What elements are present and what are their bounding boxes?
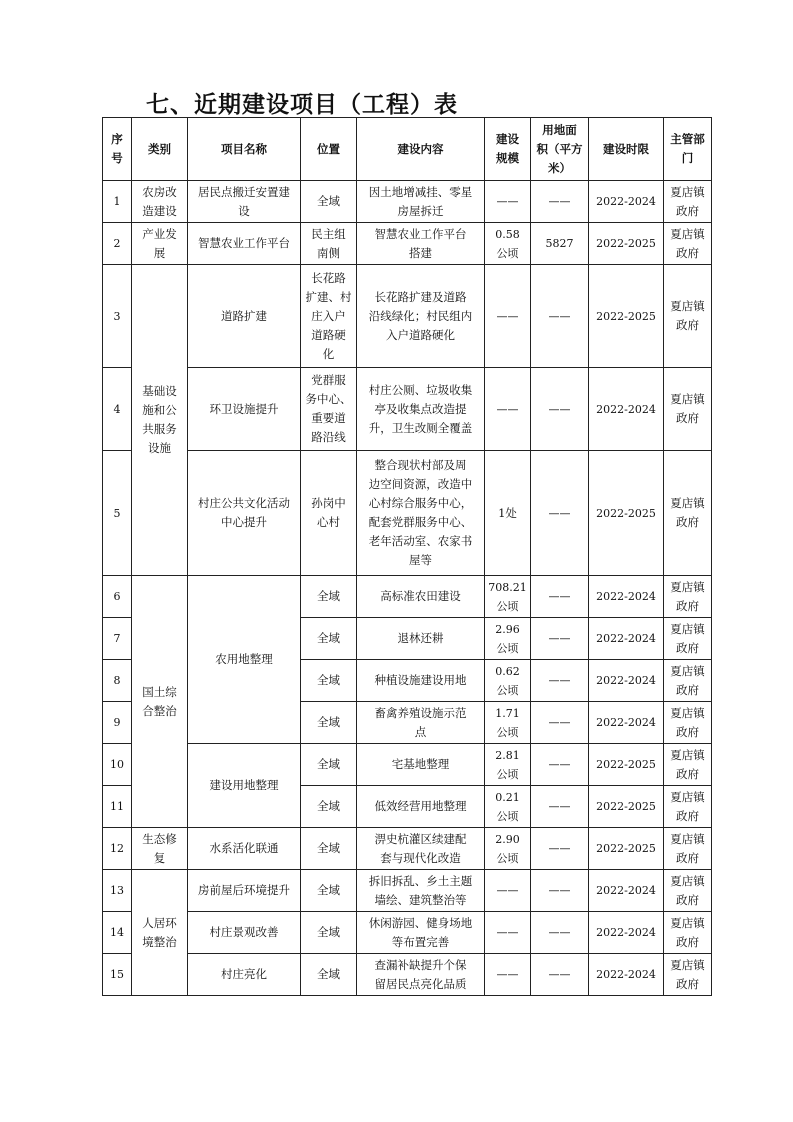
cell-content: 畜禽养殖设施示范 点	[357, 702, 485, 744]
cell-content: 智慧农业工作平台 搭建	[357, 223, 485, 265]
cell-project-name: 房前屋后环境提升	[188, 870, 301, 912]
cell-department: 夏店镇 政府	[664, 660, 712, 702]
cell-location: 全域	[301, 702, 357, 744]
cell-location: 全域	[301, 786, 357, 828]
table-row	[103, 954, 712, 996]
cell-scale: 0.58 公顷	[485, 223, 531, 265]
cell-land-area: ——	[531, 181, 589, 223]
cell-department: 夏店镇 政府	[664, 702, 712, 744]
cell-project-name: 建设用地整理	[188, 744, 301, 828]
cell-no: 1	[103, 181, 132, 223]
cell-land-area: ——	[531, 828, 589, 870]
cell-land-area: ——	[531, 265, 589, 368]
cell-period: 2022-2024	[589, 181, 664, 223]
cell-project-name: 村庄亮化	[188, 954, 301, 996]
cell-period: 2022-2025	[589, 744, 664, 786]
cell-no: 2	[103, 223, 132, 265]
cell-period: 2022-2025	[589, 786, 664, 828]
cell-content: 宅基地整理	[357, 744, 485, 786]
cell-period: 2022-2024	[589, 660, 664, 702]
header-location: 位置	[301, 118, 357, 181]
project-table	[102, 117, 712, 996]
cell-content: 休闲游园、健身场地 等布置完善	[357, 912, 485, 954]
cell-land-area: ——	[531, 744, 589, 786]
cell-scale: ——	[485, 954, 531, 996]
cell-department: 夏店镇 政府	[664, 744, 712, 786]
cell-land-area: ——	[531, 660, 589, 702]
cell-category: 产业发 展	[132, 223, 188, 265]
cell-content: 低效经营用地整理	[357, 786, 485, 828]
cell-department: 夏店镇 政府	[664, 265, 712, 368]
cell-department: 夏店镇 政府	[664, 223, 712, 265]
header-category: 类别	[132, 118, 188, 181]
cell-period: 2022-2024	[589, 368, 664, 451]
cell-category: 人居环 境整治	[132, 870, 188, 996]
cell-project-name: 村庄景观改善	[188, 912, 301, 954]
cell-period: 2022-2024	[589, 702, 664, 744]
cell-department: 夏店镇 政府	[664, 912, 712, 954]
cell-no: 7	[103, 618, 132, 660]
table-row	[103, 265, 712, 368]
cell-scale: 1.71 公顷	[485, 702, 531, 744]
cell-period: 2022-2025	[589, 451, 664, 576]
cell-department: 夏店镇 政府	[664, 181, 712, 223]
table-row	[103, 828, 712, 870]
cell-location: 全域	[301, 576, 357, 618]
cell-no: 12	[103, 828, 132, 870]
header-period: 建设时限	[589, 118, 664, 181]
cell-scale: 2.96 公顷	[485, 618, 531, 660]
table-row	[103, 576, 712, 618]
cell-department: 夏店镇 政府	[664, 786, 712, 828]
cell-content: 村庄公厕、垃圾收集 亭及收集点改造提 升，卫生改厕全覆盖	[357, 368, 485, 451]
table-row	[103, 870, 712, 912]
cell-category: 国土综 合整治	[132, 576, 188, 828]
cell-no: 10	[103, 744, 132, 786]
cell-project-name: 智慧农业工作平台	[188, 223, 301, 265]
cell-content: 退林还耕	[357, 618, 485, 660]
cell-period: 2022-2024	[589, 912, 664, 954]
cell-land-area: ——	[531, 368, 589, 451]
cell-no: 5	[103, 451, 132, 576]
cell-period: 2022-2024	[589, 618, 664, 660]
cell-department: 夏店镇 政府	[664, 368, 712, 451]
header-no: 序 号	[103, 118, 132, 181]
cell-no: 14	[103, 912, 132, 954]
cell-period: 2022-2024	[589, 870, 664, 912]
cell-land-area: ——	[531, 786, 589, 828]
cell-land-area: ——	[531, 618, 589, 660]
cell-scale: 708.21 公顷	[485, 576, 531, 618]
cell-location: 全域	[301, 181, 357, 223]
cell-location: 党群服 务中心、 重要道 路沿线	[301, 368, 357, 451]
cell-no: 8	[103, 660, 132, 702]
cell-department: 夏店镇 政府	[664, 954, 712, 996]
table-row	[103, 744, 712, 786]
cell-department: 夏店镇 政府	[664, 828, 712, 870]
cell-project-name: 道路扩建	[188, 265, 301, 368]
cell-department: 夏店镇 政府	[664, 618, 712, 660]
cell-scale: ——	[485, 368, 531, 451]
cell-period: 2022-2025	[589, 223, 664, 265]
cell-scale: 2.81 公顷	[485, 744, 531, 786]
cell-period: 2022-2025	[589, 828, 664, 870]
cell-project-name: 农用地整理	[188, 576, 301, 744]
cell-no: 13	[103, 870, 132, 912]
cell-content: 淠史杭灌区续建配 套与现代化改造	[357, 828, 485, 870]
cell-location: 长花路 扩建、村 庄入户 道路硬 化	[301, 265, 357, 368]
cell-location: 全域	[301, 660, 357, 702]
header-land-area: 用地面 积（平方 米）	[531, 118, 589, 181]
cell-no: 9	[103, 702, 132, 744]
cell-land-area: ——	[531, 912, 589, 954]
table-row	[103, 368, 712, 451]
table-row	[103, 912, 712, 954]
cell-location: 全域	[301, 870, 357, 912]
cell-scale: ——	[485, 181, 531, 223]
cell-scale: ——	[485, 912, 531, 954]
cell-department: 夏店镇 政府	[664, 451, 712, 576]
header-project-name: 项目名称	[188, 118, 301, 181]
cell-no: 4	[103, 368, 132, 451]
cell-scale: 2.90 公顷	[485, 828, 531, 870]
cell-location: 全域	[301, 744, 357, 786]
cell-no: 6	[103, 576, 132, 618]
cell-scale: 1处	[485, 451, 531, 576]
table-row	[103, 451, 712, 576]
cell-content: 高标准农田建设	[357, 576, 485, 618]
cell-project-name: 环卫设施提升	[188, 368, 301, 451]
header-department: 主管部 门	[664, 118, 712, 181]
cell-land-area: 5827	[531, 223, 589, 265]
cell-content: 种植设施建设用地	[357, 660, 485, 702]
cell-category: 基础设 施和公 共服务 设施	[132, 265, 188, 576]
cell-land-area: ——	[531, 954, 589, 996]
cell-period: 2022-2024	[589, 576, 664, 618]
cell-department: 夏店镇 政府	[664, 576, 712, 618]
cell-scale: 0.62 公顷	[485, 660, 531, 702]
cell-scale: ——	[485, 265, 531, 368]
cell-no: 11	[103, 786, 132, 828]
cell-location: 全域	[301, 912, 357, 954]
cell-content: 长花路扩建及道路 沿线绿化；村民组内 入户道路硬化	[357, 265, 485, 368]
header-content: 建设内容	[357, 118, 485, 181]
header-scale: 建设 规模	[485, 118, 531, 181]
cell-no: 15	[103, 954, 132, 996]
cell-location: 孙岗中 心村	[301, 451, 357, 576]
cell-content: 拆旧拆乱、乡土主题 墙绘、建筑整治等	[357, 870, 485, 912]
cell-period: 2022-2025	[589, 265, 664, 368]
cell-content: 因土地增减挂、零星 房屋拆迁	[357, 181, 485, 223]
cell-land-area: ——	[531, 451, 589, 576]
cell-land-area: ——	[531, 870, 589, 912]
cell-location: 全域	[301, 828, 357, 870]
cell-category: 农房改 造建设	[132, 181, 188, 223]
cell-content: 查漏补缺提升个保 留居民点亮化品质	[357, 954, 485, 996]
cell-location: 民主组 南侧	[301, 223, 357, 265]
cell-no: 3	[103, 265, 132, 368]
table-row	[103, 181, 712, 223]
cell-project-name: 居民点搬迁安置建 设	[188, 181, 301, 223]
cell-department: 夏店镇 政府	[664, 870, 712, 912]
cell-project-name: 水系活化联通	[188, 828, 301, 870]
cell-content: 整合现状村部及周 边空间资源，改造中 心村综合服务中心， 配套党群服务中心、 老年活动室、农家书 屋等	[357, 451, 485, 576]
table-header-row	[103, 118, 712, 181]
cell-scale: 0.21 公顷	[485, 786, 531, 828]
cell-land-area: ——	[531, 576, 589, 618]
cell-period: 2022-2024	[589, 954, 664, 996]
page-title: 七、近期建设项目（工程）表	[146, 92, 458, 118]
table-row	[103, 223, 712, 265]
cell-land-area: ——	[531, 702, 589, 744]
cell-location: 全域	[301, 954, 357, 996]
cell-location: 全域	[301, 618, 357, 660]
cell-category: 生态修 复	[132, 828, 188, 870]
cell-project-name: 村庄公共文化活动 中心提升	[188, 451, 301, 576]
cell-scale: ——	[485, 870, 531, 912]
